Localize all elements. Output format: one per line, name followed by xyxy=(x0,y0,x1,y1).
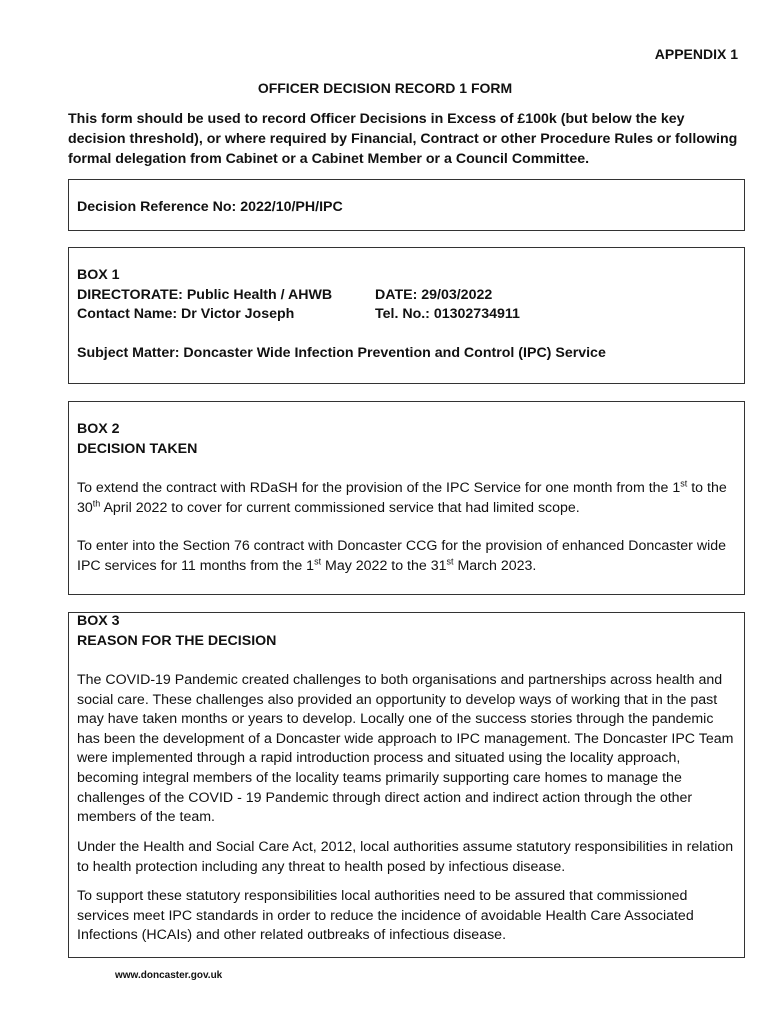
decision-reference-box xyxy=(68,179,745,231)
decision-date: DATE: 29/03/2022 xyxy=(375,287,493,303)
reason-heading: REASON FOR THE DECISION xyxy=(77,633,277,649)
box-1-heading: BOX 1 xyxy=(77,267,120,283)
decision-paragraph-2: To enter into the Section 76 contract with Doncaster CCG for the provision of enhanced Doncaster wide IPC services for 11 months from the 1st May 2022 to the 31st March 2023. xyxy=(77,538,727,574)
appendix-label: APPENDIX 1 xyxy=(654,46,738,62)
box-2 xyxy=(68,401,745,595)
footer-url: www.doncaster.gov.uk xyxy=(115,970,223,981)
form-title: OFFICER DECISION RECORD 1 FORM xyxy=(257,80,513,96)
reason-paragraph-2: Under the Health and Social Care Act, 2012, local authorities assume statutory responsibilities in relation to health protection including any threat to health posed by infectious disease. xyxy=(77,839,734,875)
box-1 xyxy=(68,247,745,384)
telephone-number: Tel. No.: 01302734911 xyxy=(375,306,520,322)
box-2-heading: BOX 2 xyxy=(77,421,120,437)
contact-name: Contact Name: Dr Victor Joseph xyxy=(77,306,295,322)
subject-matter: Subject Matter: Doncaster Wide Infection Prevention and Control (IPC) Service xyxy=(77,345,606,361)
reason-paragraph-3: To support these statutory responsibilities local authorities need to be assured that commissioned services meet IPC standards in order to reduce the incidence of avoidable Health Care Associated Infections (HCAIs) and other related outbreaks of infectious disease. xyxy=(77,888,694,944)
decision-paragraph-1: To extend the contract with RDaSH for the provision of the IPC Service for one month from the 1st to the 30th April 2022 to cover for current commissioned service that had limited scope. xyxy=(77,478,727,516)
box-3-heading: BOX 3 xyxy=(77,613,120,629)
box-3 xyxy=(68,612,745,958)
directorate: DIRECTORATE: Public Health / AHWB xyxy=(77,287,333,303)
form-intro: This form should be used to record Officer Decisions in Excess of £100k (but below the key decision threshold), or where required by Financial, Contract or other Procedure Rules or following formal delegation from Cabinet or a Cabinet Member or a Council Committee. xyxy=(68,111,738,167)
decision-taken-heading: DECISION TAKEN xyxy=(77,441,198,457)
reason-paragraph-1: The COVID-19 Pandemic created challenges to both organisations and partnerships across health and social care. These challenges also provided an opportunity to develop ways of working that in the past may have taken months or years to develop. Locally one of the success stories through the pandemic has been the development of a Doncaster wide approach to IPC management. The Doncaster IPC Team were implemented through a rapid introduction process and situated using the locality approach, becoming integral members of the locality teams primarily supporting care homes to manage the challenges of the COVID - 19 Pandemic through direct action and indirect action through the other members of the team. xyxy=(77,672,734,826)
decision-reference: Decision Reference No: 2022/10/PH/IPC xyxy=(77,199,343,215)
